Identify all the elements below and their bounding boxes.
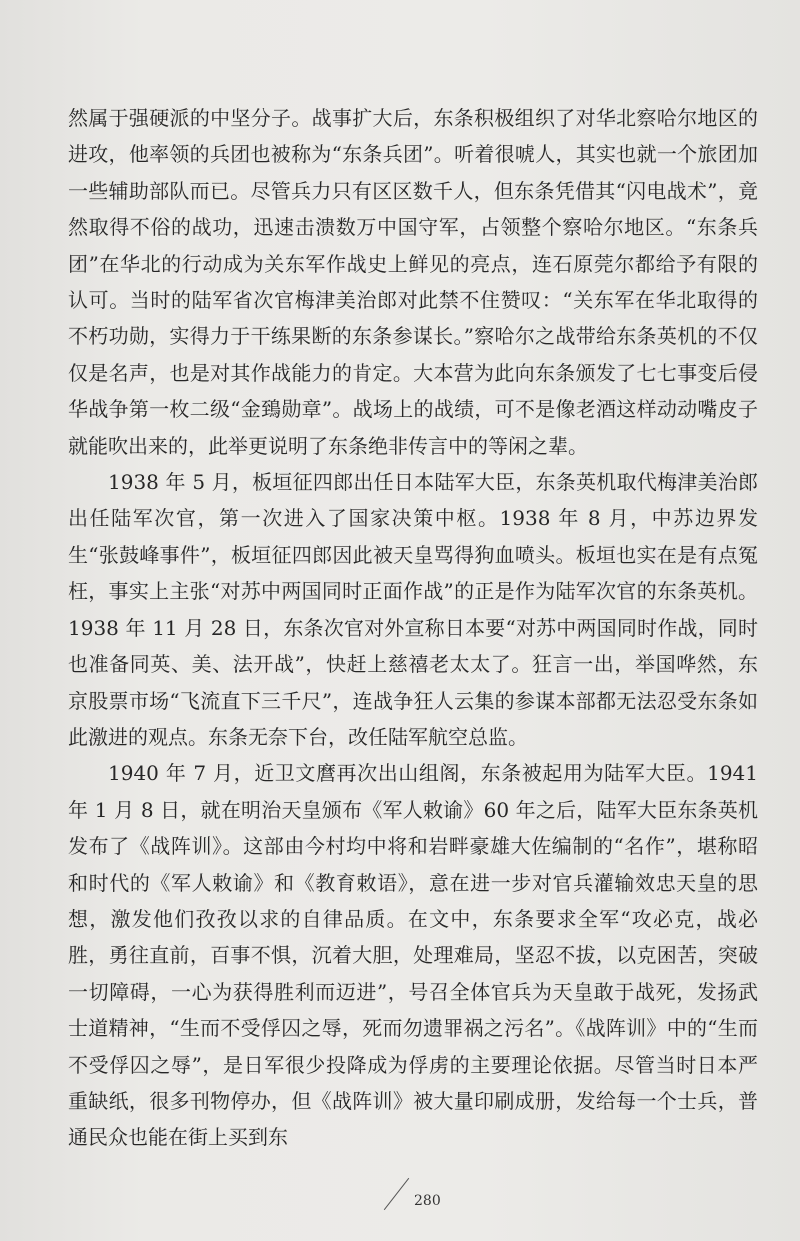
paragraph: 1938 年 5 月，板垣征四郎出任日本陆军大臣，东条英机取代梅津美治郎出任陆军次官，第一次进入了国家决策中枢。1938 年 8 月，中苏边界发生“张鼓峰事件”，板垣征四郎因此被天皇骂得狗血喷头。板垣也实在是有点冤枉，事实上主张“对苏中两国同时正面作战”的正是作为陆军次官的东条英机。1938 年 11 月 28 日，东条次官对外宣称日本要“对苏中两国同时作战，同时也准备同英、美、法开战”，快赶上慈禧老太太了。狂言一出，举国哗然，东京股票市场“飞流直下三千尺”，连战争狂人云集的参谋本部都无法忍受东条如此激进的观点。东条无奈下台，改任陆军航空总监。 bbox=[68, 470, 758, 749]
paragraph: 1940 年 7 月，近卫文麿再次出山组阁，东条被起用为陆军大臣。1941 年 1 月 8 日，就在明治天皇颁布《军人敕谕》60 年之后，陆军大臣东条英机发布了《战阵训》。这部由今村均中将和岩畔豪雄大佐编制的“名作”，堪称昭和时代的《军人敕谕》和《教育敕语》，意在进一步对官兵灌输效忠天皇的思想，激发他们孜孜以求的自律品质。在文中，东条要求全军“攻必克，战必胜，勇往直前，百事不惧，沉着大胆，处理难局，坚忍不拔，以克困苦，突破一切障碍，一心为获得胜利而迈进”，号召全体官兵为天皇敢于战死，发扬武士道精神，“生而不受俘囚之辱，死而勿遗罪祸之污名”。《战阵训》中的“生而不受俘囚之辱”，是日军很少投降成为俘虏的主要理论依据。尽管当时日本严重缺纸，很多刊物停办，但《战阵训》被大量印刷成册，发给每一个士兵，普通民众也能在街上买到东 bbox=[68, 761, 758, 1150]
body-text bbox=[68, 100, 758, 1156]
page-number: 280 bbox=[414, 1193, 441, 1209]
paragraph-continued: 然属于强硬派的中坚分子。战事扩大后，东条积极组织了对华北察哈尔地区的进攻，他率领的兵团也被称为“东条兵团”。听着很唬人，其实也就一个旅团加一些辅助部队而已。尽管兵力只有区区数千人，但东条凭借其“闪电战术”，竟然取得不俗的战功，迅速击溃数万中国守军，占领整个察哈尔地区。“东条兵团”在华北的行动成为关东军作战史上鲜见的亮点，连石原莞尔都给予有限的认可。当时的陆军省次官梅津美治郎对此禁不住赞叹：“关东军在华北取得的不朽功勋，实得力于干练果断的东条参谋长。”察哈尔之战带给东条英机的不仅仅是名声，也是对其作战能力的肯定。大本营为此向东条颁发了七七事变后侵华战争第一枚二级“金鵄勋章”。战场上的战绩，可不是像老酒这样动动嘴皮子就能吹出来的，此举更说明了东条绝非传言中的等闲之辈。 bbox=[68, 106, 758, 458]
folio-slash-ornament bbox=[384, 1178, 409, 1210]
